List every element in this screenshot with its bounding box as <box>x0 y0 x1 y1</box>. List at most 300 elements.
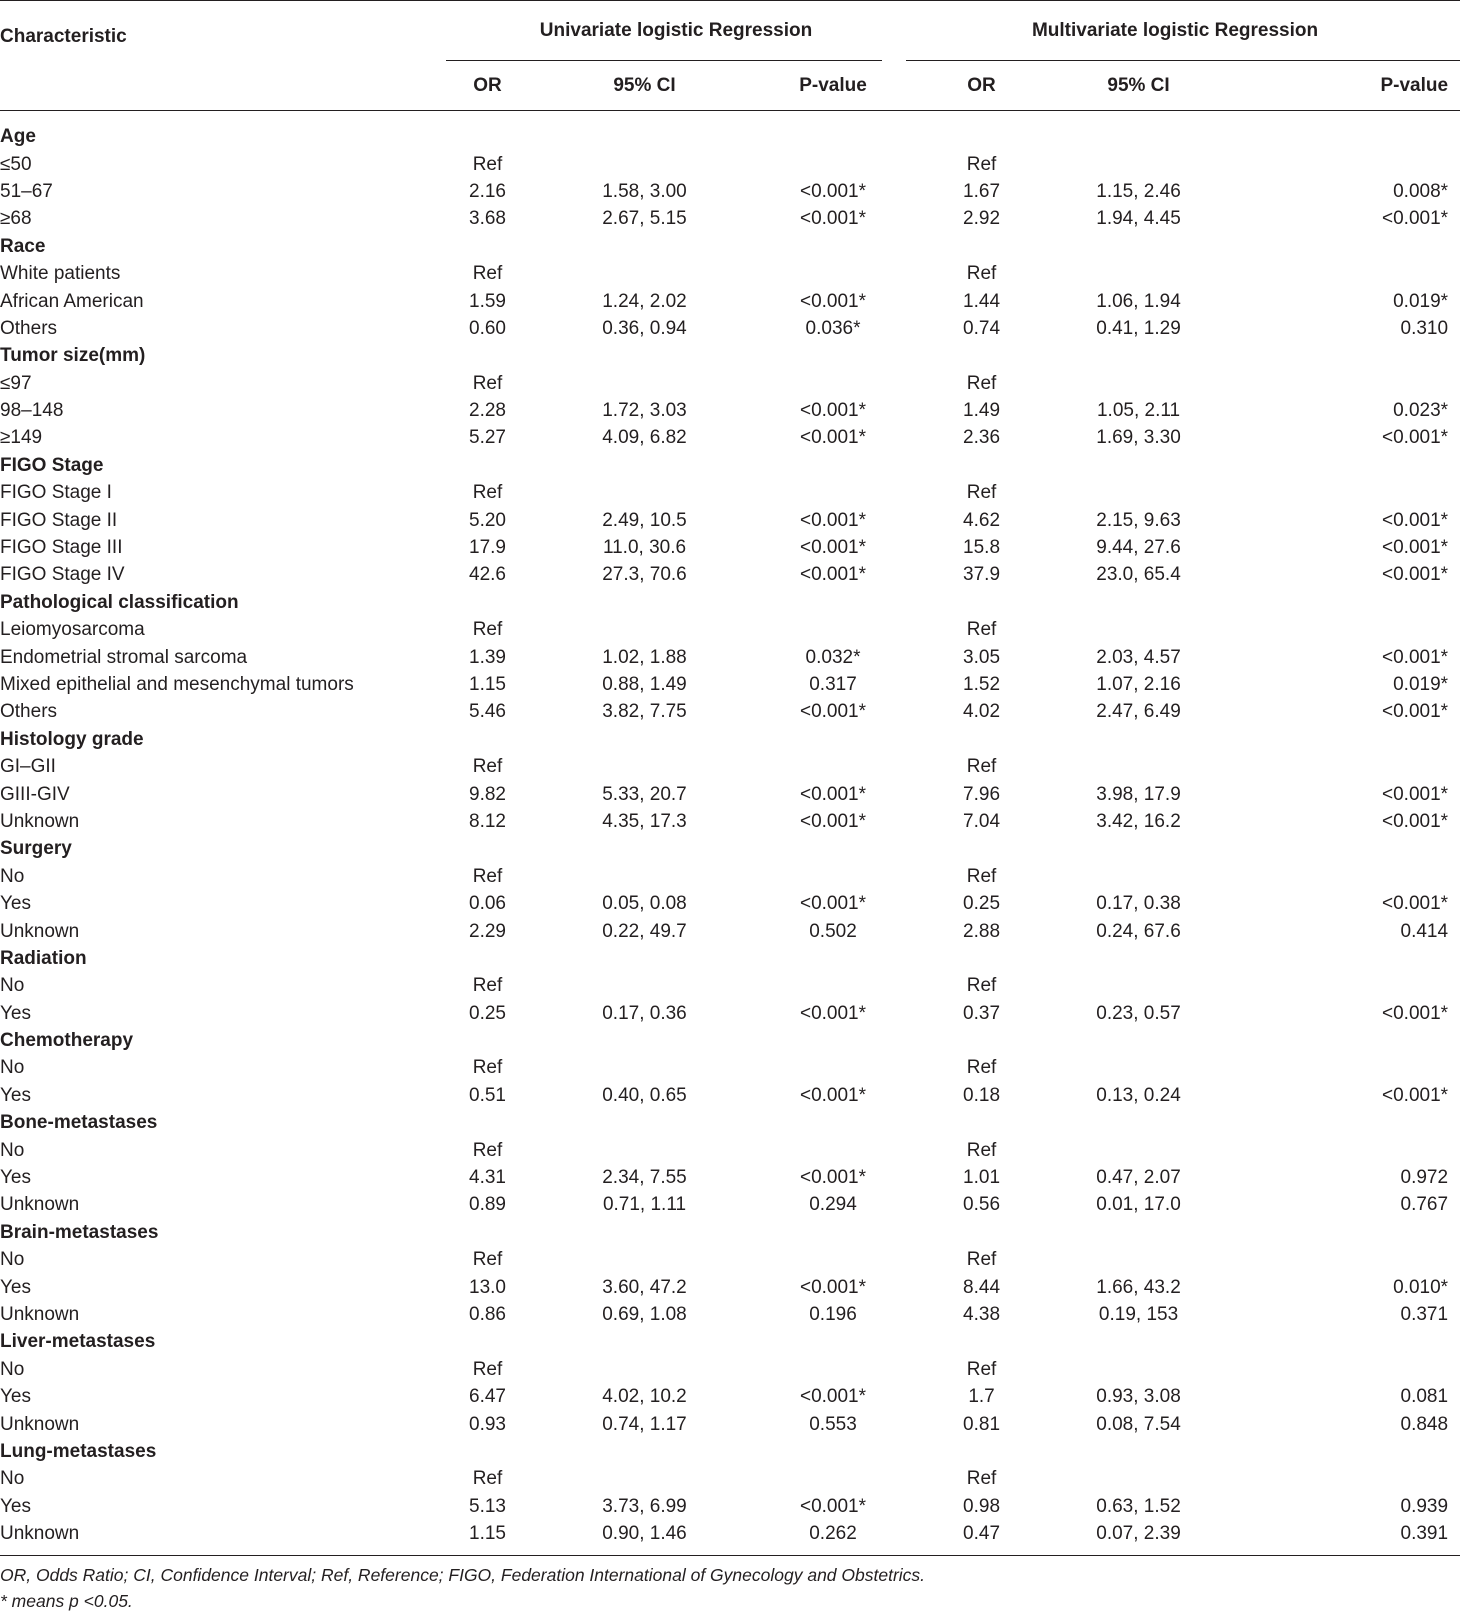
univariate-or: 2.29 <box>469 920 506 942</box>
table-row <box>0 315 1460 342</box>
multivariate-or <box>940 1027 1023 1054</box>
multivariate-p-value: 0.939 <box>1400 1495 1449 1517</box>
univariate-underline <box>446 60 882 61</box>
row-label: 98–148 <box>0 400 64 422</box>
univariate-p-value <box>760 1219 906 1246</box>
univariate-ci: 0.69, 1.08 <box>602 1303 687 1325</box>
univariate-p-value: <0.001* <box>799 1386 867 1408</box>
row-label: No <box>0 865 25 887</box>
row-label: FIGO Stage I <box>0 482 112 504</box>
multivariate-header <box>998 1 1460 61</box>
univariate-ci: 0.40, 0.65 <box>602 1084 687 1106</box>
multivariate-p-value: 0.767 <box>1400 1194 1449 1216</box>
univariate-or: 17.9 <box>469 537 506 559</box>
univariate-p-value: 0.502 <box>809 920 857 942</box>
univariate-ci <box>529 452 760 479</box>
multivariate-or: Ref <box>966 865 997 887</box>
univariate-ci: 2.49, 10.5 <box>602 509 687 531</box>
univariate-ci <box>529 342 760 369</box>
multivariate-p-value: 0.371 <box>1400 1303 1449 1325</box>
univariate-ci: 1.24, 2.02 <box>602 290 687 312</box>
multivariate-p-value <box>1312 1219 1460 1246</box>
category-row <box>0 726 1460 753</box>
multivariate-or <box>940 945 1023 972</box>
univariate-p-value: <0.001* <box>799 1276 867 1298</box>
univariate-ci: 3.82, 7.75 <box>602 701 687 723</box>
multivariate-p-value: <0.001* <box>1382 893 1449 915</box>
multivariate-or: 0.37 <box>963 1002 1001 1024</box>
univariate-or: 4.31 <box>469 1167 506 1189</box>
row-label: ≥68 <box>0 208 32 230</box>
univariate-ci: 0.88, 1.49 <box>602 674 687 695</box>
univariate-ci: 0.17, 0.36 <box>602 1002 687 1024</box>
multivariate-or: Ref <box>966 1139 997 1161</box>
multivariate-or <box>940 1328 1023 1355</box>
multivariate-ci: 23.0, 65.4 <box>1096 564 1181 586</box>
multivariate-ci: 0.23, 0.57 <box>1096 1002 1181 1024</box>
row-label: Yes <box>0 1386 31 1408</box>
univariate-ci <box>529 753 760 780</box>
multivariate-or: Ref <box>966 1358 997 1380</box>
multivariate-p-value <box>1312 835 1460 862</box>
row-label: Mixed epithelial and mesenchymal tumors <box>0 674 354 695</box>
category-label: Pathological classification <box>0 591 239 613</box>
multivariate-ci-header: 95% CI <box>1023 61 1254 111</box>
univariate-p-value <box>760 863 906 890</box>
multivariate-ci <box>1023 835 1254 862</box>
multivariate-ci: 0.01, 17.0 <box>1096 1194 1181 1216</box>
category-row <box>0 945 1460 972</box>
univariate-or <box>446 589 529 616</box>
univariate-p-value: <0.001* <box>799 180 867 202</box>
multivariate-p-value <box>1312 111 1460 151</box>
multivariate-or <box>940 835 1023 862</box>
multivariate-or: 15.8 <box>963 537 1001 559</box>
univariate-or: 1.39 <box>469 646 506 668</box>
univariate-ci: 0.36, 0.94 <box>602 317 687 339</box>
multivariate-ci <box>1023 342 1254 369</box>
univariate-ci <box>529 111 760 151</box>
univariate-or <box>446 342 529 369</box>
multivariate-p-value: 0.414 <box>1400 920 1449 942</box>
multivariate-p-value <box>1312 726 1460 753</box>
multivariate-p-value: 0.010* <box>1393 1276 1449 1298</box>
table-row <box>0 534 1460 561</box>
multivariate-ci: 1.94, 4.45 <box>1096 208 1181 230</box>
multivariate-p-value <box>1312 945 1460 972</box>
univariate-p-value <box>760 1246 906 1273</box>
univariate-p-value <box>760 1054 906 1081</box>
row-label: Yes <box>0 1084 31 1106</box>
univariate-ci: 4.09, 6.82 <box>602 427 687 449</box>
multivariate-p-value: <0.001* <box>1382 537 1449 559</box>
univariate-p-value: 0.553 <box>809 1413 857 1435</box>
category-label: Age <box>0 126 36 148</box>
table-row <box>0 1493 1460 1520</box>
category-row <box>0 111 1460 151</box>
multivariate-ci: 1.06, 1.94 <box>1096 290 1181 312</box>
univariate-p-value: <0.001* <box>799 509 867 531</box>
univariate-or: 0.06 <box>469 893 506 915</box>
multivariate-or <box>940 1109 1023 1136</box>
multivariate-or: 1.49 <box>963 400 1001 422</box>
univariate-ci <box>529 1438 760 1465</box>
multivariate-ci: 1.05, 2.11 <box>1096 400 1181 422</box>
multivariate-p-value <box>1312 753 1460 780</box>
table-row <box>0 1273 1460 1300</box>
multivariate-or <box>940 726 1023 753</box>
univariate-or <box>446 1109 529 1136</box>
univariate-ci <box>529 972 760 999</box>
table-row <box>0 1191 1460 1218</box>
multivariate-ci <box>1023 1465 1254 1492</box>
univariate-ci: 0.22, 49.7 <box>602 920 687 942</box>
univariate-ci <box>529 1109 760 1136</box>
multivariate-p-value <box>1312 1136 1460 1163</box>
multivariate-or: Ref <box>966 372 997 394</box>
univariate-p-value <box>760 972 906 999</box>
univariate-ci: 2.34, 7.55 <box>602 1167 687 1189</box>
multivariate-or: Ref <box>966 153 997 175</box>
univariate-or: 5.46 <box>469 701 506 723</box>
table-row <box>0 972 1460 999</box>
table-row <box>0 1246 1460 1273</box>
category-label: Bone-metastases <box>0 1112 158 1134</box>
multivariate-ci <box>1023 1136 1254 1163</box>
category-row <box>0 1027 1460 1054</box>
row-label: Unknown <box>0 810 80 832</box>
table-row <box>0 1410 1460 1437</box>
table-row <box>0 506 1460 533</box>
category-label: Liver-metastases <box>0 1331 156 1353</box>
multivariate-or: 3.05 <box>963 646 1001 668</box>
multivariate-header-label: Multivariate logistic Regression <box>1031 20 1319 41</box>
univariate-or: 1.59 <box>469 290 506 312</box>
univariate-ci: 27.3, 70.6 <box>602 564 687 586</box>
table-row <box>0 561 1460 588</box>
univariate-p-value: <0.001* <box>799 701 867 723</box>
univariate-p-value: <0.001* <box>799 893 867 915</box>
univariate-ci <box>529 616 760 643</box>
multivariate-or-header: OR <box>940 61 1023 111</box>
table-row <box>0 1082 1460 1109</box>
multivariate-or: 4.38 <box>963 1303 1001 1325</box>
table-row <box>0 1136 1460 1163</box>
row-label: Leiomyosarcoma <box>0 619 145 641</box>
univariate-ci-header: 95% CI <box>529 61 760 111</box>
univariate-or: 8.12 <box>469 810 506 832</box>
univariate-ci <box>529 1246 760 1273</box>
multivariate-or: 0.25 <box>963 893 1001 915</box>
table-row <box>0 671 1460 698</box>
multivariate-p-value <box>1312 972 1460 999</box>
category-label: Race <box>0 235 46 257</box>
row-label: No <box>0 1358 25 1380</box>
row-label: Others <box>0 701 58 723</box>
univariate-p-value: <0.001* <box>799 1084 867 1106</box>
univariate-ci: 4.35, 17.3 <box>602 810 687 832</box>
univariate-p-value <box>760 452 906 479</box>
row-label: ≤97 <box>0 372 32 394</box>
multivariate-or: Ref <box>966 1057 997 1079</box>
univariate-p-value: <0.001* <box>799 1167 867 1189</box>
univariate-p-value: 0.294 <box>809 1194 857 1216</box>
row-label: Yes <box>0 1276 31 1298</box>
univariate-ci <box>529 1027 760 1054</box>
multivariate-p-value: <0.001* <box>1382 208 1449 230</box>
multivariate-or: 4.02 <box>963 701 1001 723</box>
multivariate-p-value: 0.019* <box>1393 674 1449 695</box>
row-label: 51–67 <box>0 180 53 202</box>
multivariate-or <box>940 111 1023 151</box>
univariate-or: 0.93 <box>469 1413 506 1435</box>
multivariate-p-value: <0.001* <box>1382 1002 1449 1024</box>
univariate-or <box>446 1328 529 1355</box>
multivariate-ci: 1.69, 3.30 <box>1096 427 1181 449</box>
table-row <box>0 1520 1460 1547</box>
univariate-p-value: <0.001* <box>799 783 867 805</box>
univariate-p-value: 0.036* <box>805 317 861 339</box>
univariate-or: 0.51 <box>469 1084 506 1106</box>
multivariate-ci <box>1023 452 1254 479</box>
univariate-p-value: <0.001* <box>799 1002 867 1024</box>
univariate-p-value: <0.001* <box>799 1495 867 1517</box>
multivariate-p-value <box>1312 370 1460 397</box>
row-label: No <box>0 1468 25 1490</box>
category-label: FIGO Stage <box>0 454 104 476</box>
univariate-or: Ref <box>472 482 503 504</box>
univariate-ci <box>529 1136 760 1163</box>
row-label: Yes <box>0 1167 31 1189</box>
univariate-or: Ref <box>472 1057 503 1079</box>
multivariate-ci: 1.15, 2.46 <box>1096 180 1181 202</box>
category-label: Lung-metastases <box>0 1440 157 1462</box>
multivariate-ci <box>1023 479 1254 506</box>
table-row <box>0 917 1460 944</box>
univariate-ci: 3.60, 47.2 <box>602 1276 687 1298</box>
multivariate-ci: 0.17, 0.38 <box>1096 893 1181 915</box>
multivariate-ci: 9.44, 27.6 <box>1096 537 1181 559</box>
multivariate-ci <box>1023 1356 1254 1383</box>
univariate-or: 5.20 <box>469 509 506 531</box>
univariate-ci <box>529 370 760 397</box>
category-label: Surgery <box>0 838 72 860</box>
multivariate-ci <box>1023 370 1254 397</box>
multivariate-ci <box>1023 616 1254 643</box>
multivariate-p-value <box>1312 150 1460 177</box>
table-row <box>0 1164 1460 1191</box>
category-label: Brain-metastases <box>0 1221 159 1243</box>
multivariate-or: Ref <box>966 482 997 504</box>
multivariate-p-value: <0.001* <box>1382 646 1449 668</box>
multivariate-p-value: 0.972 <box>1400 1167 1449 1189</box>
multivariate-p-value: 0.019* <box>1393 290 1449 312</box>
table-row <box>0 863 1460 890</box>
multivariate-or <box>940 342 1023 369</box>
univariate-or: 1.15 <box>469 1523 506 1545</box>
multivariate-or: 37.9 <box>963 564 1001 586</box>
category-row <box>0 589 1460 616</box>
multivariate-ci: 3.42, 16.2 <box>1096 810 1181 832</box>
univariate-ci: 5.33, 20.7 <box>602 783 687 805</box>
table-row <box>0 643 1460 670</box>
univariate-or: Ref <box>472 263 503 285</box>
multivariate-or: 1.7 <box>968 1386 995 1408</box>
univariate-p-value: <0.001* <box>799 290 867 312</box>
multivariate-ci: 2.47, 6.49 <box>1096 701 1181 723</box>
multivariate-or: 0.56 <box>963 1194 1001 1216</box>
category-label: Histology grade <box>0 728 144 750</box>
category-label: Radiation <box>0 947 87 969</box>
univariate-p-value <box>760 370 906 397</box>
multivariate-or <box>940 452 1023 479</box>
table-row <box>0 260 1460 287</box>
univariate-or <box>446 1027 529 1054</box>
table-row <box>0 397 1460 424</box>
multivariate-p-value <box>1312 260 1460 287</box>
multivariate-p-value <box>1312 1328 1460 1355</box>
row-label: Unknown <box>0 1303 80 1325</box>
category-row <box>0 233 1460 260</box>
univariate-ci <box>529 1465 760 1492</box>
univariate-or: 9.82 <box>469 783 506 805</box>
multivariate-ci: 0.93, 3.08 <box>1096 1386 1181 1408</box>
multivariate-ci <box>1023 753 1254 780</box>
multivariate-or: Ref <box>966 975 997 997</box>
table-row <box>0 370 1460 397</box>
univariate-or: 1.15 <box>469 674 506 695</box>
univariate-or: Ref <box>472 1358 503 1380</box>
univariate-ci: 1.72, 3.03 <box>602 400 687 422</box>
table-row <box>0 1301 1460 1328</box>
univariate-or: 5.13 <box>469 1495 506 1517</box>
multivariate-ci: 0.07, 2.39 <box>1096 1523 1181 1545</box>
multivariate-p-value <box>1312 1054 1460 1081</box>
univariate-p-value <box>760 726 906 753</box>
multivariate-ci <box>1023 1109 1254 1136</box>
multivariate-or: 7.04 <box>963 810 1001 832</box>
multivariate-or: 1.52 <box>963 674 1001 695</box>
logistic-regression-table <box>0 1 1460 1547</box>
univariate-or: Ref <box>472 756 503 778</box>
univariate-ci: 4.02, 10.2 <box>602 1386 687 1408</box>
multivariate-p-value: 0.081 <box>1400 1386 1449 1408</box>
univariate-or: 5.27 <box>469 427 506 449</box>
multivariate-p-value <box>1312 479 1460 506</box>
table-row <box>0 1465 1460 1492</box>
univariate-p-value <box>760 835 906 862</box>
multivariate-ci <box>1023 1054 1254 1081</box>
multivariate-p-value: <0.001* <box>1382 810 1449 832</box>
multivariate-or: Ref <box>966 619 997 641</box>
univariate-or: 0.60 <box>469 317 506 339</box>
multivariate-ci <box>1023 1438 1254 1465</box>
univariate-p-value <box>760 1465 906 1492</box>
table-row <box>0 1054 1460 1081</box>
row-label: FIGO Stage IV <box>0 564 125 586</box>
univariate-p-value: 0.262 <box>809 1523 857 1545</box>
multivariate-p-value <box>1312 1027 1460 1054</box>
univariate-p-value <box>760 233 906 260</box>
table-row <box>0 1356 1460 1383</box>
row-label: Unknown <box>0 1523 80 1545</box>
category-label: Chemotherapy <box>0 1030 134 1052</box>
univariate-ci <box>529 1356 760 1383</box>
footnotes <box>0 1562 1460 1614</box>
multivariate-ci <box>1023 1328 1254 1355</box>
univariate-p-value: <0.001* <box>799 564 867 586</box>
univariate-ci: 0.90, 1.46 <box>602 1523 687 1545</box>
univariate-or: 42.6 <box>469 564 506 586</box>
table-row <box>0 150 1460 177</box>
univariate-ci <box>529 726 760 753</box>
category-row <box>0 1328 1460 1355</box>
univariate-ci <box>529 1328 760 1355</box>
univariate-or <box>446 111 529 151</box>
univariate-p-value <box>760 1027 906 1054</box>
multivariate-p-value: 0.848 <box>1400 1413 1449 1435</box>
univariate-p-value: 0.032* <box>805 646 861 668</box>
univariate-p-value <box>760 616 906 643</box>
multivariate-ci <box>1023 1246 1254 1273</box>
univariate-p-value: <0.001* <box>799 208 867 230</box>
multivariate-p-value <box>1312 452 1460 479</box>
univariate-p-value <box>760 1136 906 1163</box>
multivariate-or: 2.88 <box>963 920 1001 942</box>
category-row <box>0 1438 1460 1465</box>
multivariate-p-value <box>1312 616 1460 643</box>
category-row <box>0 452 1460 479</box>
row-label: GIII-GIV <box>0 783 70 805</box>
multivariate-p-value: 0.310 <box>1400 317 1449 339</box>
multivariate-p-value <box>1312 342 1460 369</box>
univariate-p-value: <0.001* <box>799 400 867 422</box>
univariate-or <box>446 452 529 479</box>
univariate-ci: 0.74, 1.17 <box>602 1413 687 1435</box>
univariate-ci: 0.05, 0.08 <box>602 893 687 915</box>
univariate-or: 0.89 <box>469 1194 506 1216</box>
multivariate-ci <box>1023 111 1254 151</box>
row-label: Unknown <box>0 1413 80 1435</box>
univariate-ci <box>529 260 760 287</box>
univariate-ci: 0.71, 1.11 <box>602 1194 687 1216</box>
multivariate-or: 4.62 <box>963 509 1001 531</box>
multivariate-p-value <box>1312 1465 1460 1492</box>
multivariate-p-value <box>1312 1246 1460 1273</box>
multivariate-p-value: <0.001* <box>1382 701 1449 723</box>
univariate-or: Ref <box>472 153 503 175</box>
univariate-p-value <box>760 1109 906 1136</box>
table-row <box>0 808 1460 835</box>
univariate-ci <box>529 863 760 890</box>
row-label: Others <box>0 317 58 339</box>
multivariate-ci: 0.24, 67.6 <box>1096 920 1181 942</box>
univariate-p-value <box>760 150 906 177</box>
row-label: ≤50 <box>0 153 32 175</box>
univariate-or: 13.0 <box>469 1276 506 1298</box>
multivariate-or: 1.67 <box>963 180 1001 202</box>
multivariate-ci <box>1023 945 1254 972</box>
table-body <box>0 111 1460 1548</box>
table-row <box>0 287 1460 314</box>
univariate-or: 3.68 <box>469 208 506 230</box>
univariate-or: Ref <box>472 975 503 997</box>
univariate-or <box>446 1438 529 1465</box>
multivariate-or <box>940 589 1023 616</box>
row-label: Yes <box>0 893 31 915</box>
univariate-or: Ref <box>472 865 503 887</box>
category-row <box>0 1109 1460 1136</box>
